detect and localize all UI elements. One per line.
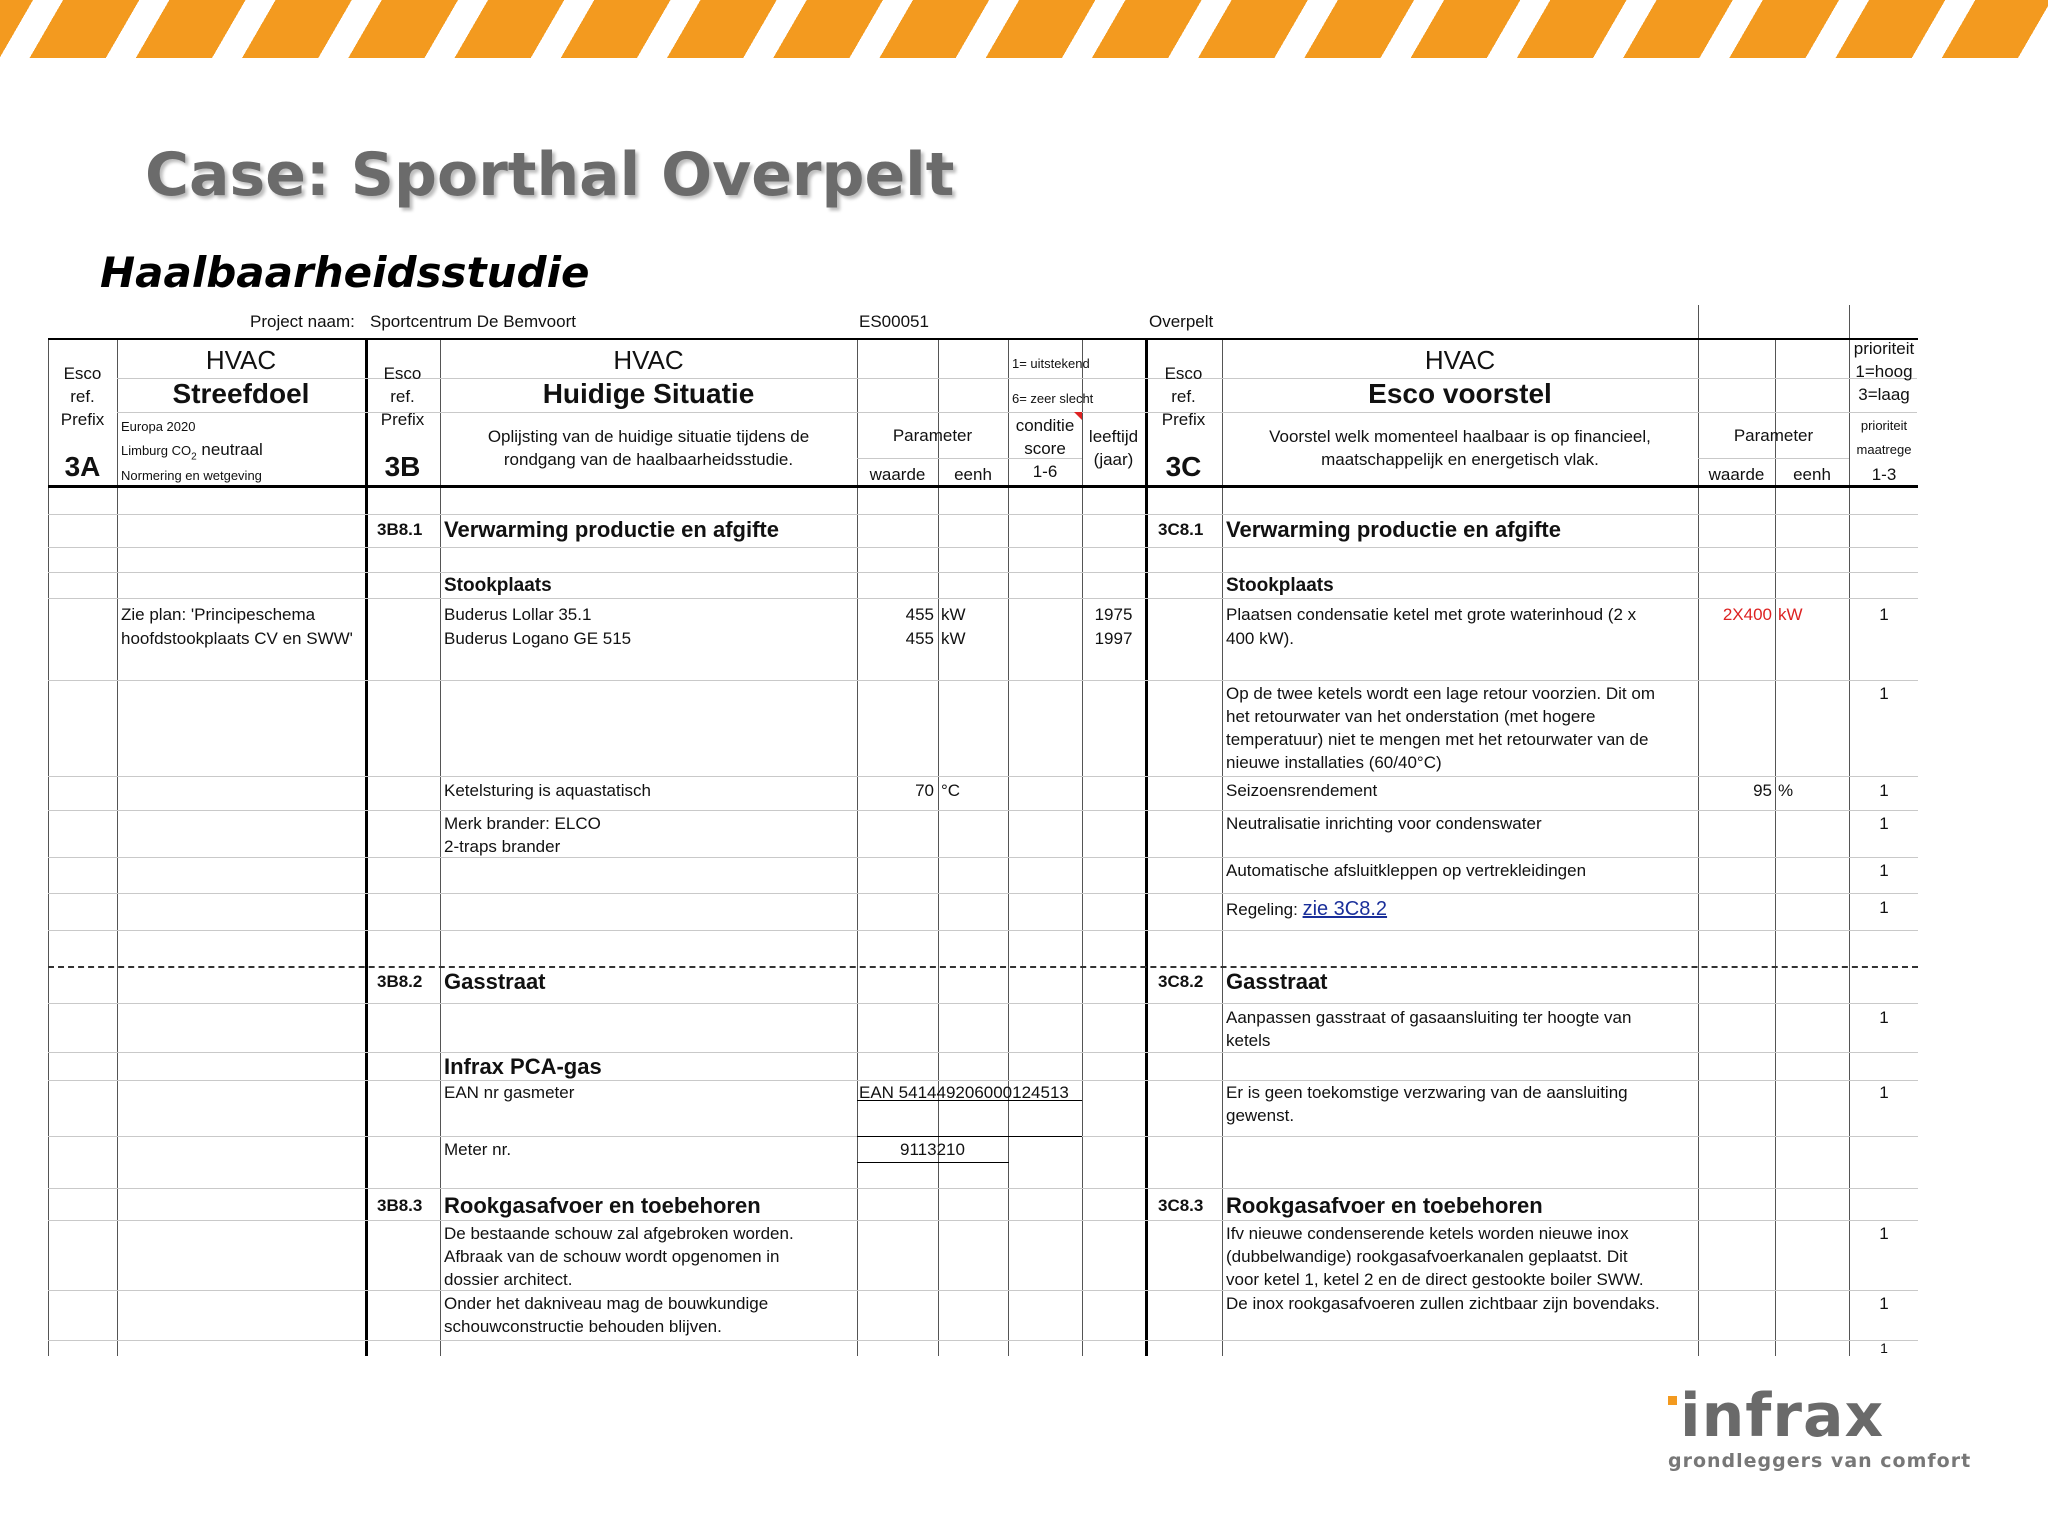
scale-legend: 1= uitstekend (1012, 356, 1090, 371)
age-header: (jaar) (1093, 450, 1134, 469)
condition-header: 1-6 (1032, 462, 1058, 481)
esco-ref-label: ref. (390, 387, 415, 406)
subsection-title: Stookplaats (444, 575, 552, 596)
project-code: ES00051 (859, 312, 929, 331)
condition-header: conditie (1015, 416, 1075, 435)
row-line (48, 857, 1918, 858)
row-line (48, 1003, 1918, 1004)
boiler-value: 455 (905, 605, 934, 624)
section-title: Gasstraat (1226, 969, 1328, 994)
eenh-header: eenh (1793, 465, 1831, 484)
hvac-label: HVAC (205, 345, 277, 375)
proposal-text: Op de twee ketels wordt een lage retour voorzien. Dit om (1226, 684, 1655, 703)
row-line (48, 598, 1918, 599)
priority-value: 1 (1879, 1224, 1889, 1243)
row-line (48, 1220, 1918, 1221)
esco-ref-label: Prefix (60, 410, 105, 429)
proposal-value: 95 (1753, 781, 1772, 800)
section-ref: 3B8.2 (377, 972, 423, 991)
proposal-text: Aanpassen gasstraat of gasaansluiting ter hoogte van (1226, 1008, 1632, 1027)
boiler-name: Buderus Logano GE 515 (444, 629, 632, 648)
subsection-title: Stookplaats (1226, 575, 1334, 596)
row-line (48, 1188, 1918, 1189)
proposal-text: Regeling: zie 3C8.2 (1226, 898, 1388, 920)
ean-box-line (857, 1136, 1082, 1137)
project-location: Overpelt (1149, 312, 1214, 331)
section-title: Verwarming productie en afgifte (444, 517, 779, 542)
col-title-huidige-situatie: Huidige Situatie (542, 378, 755, 409)
boiler-year: 1997 (1094, 629, 1133, 648)
row-line (48, 1340, 1918, 1341)
current-text: EAN nr gasmeter (444, 1083, 575, 1102)
col-description: rondgang van de haalbaarheidsstudie. (503, 450, 794, 469)
infrax-logo (1668, 1381, 1972, 1472)
boiler-name: Buderus Lollar 35.1 (444, 605, 592, 624)
waarde-header: waarde (1708, 465, 1765, 484)
section-divider (1145, 338, 1148, 1356)
section-title: Gasstraat (444, 969, 546, 994)
regeling-link[interactable]: zie 3C8.2 (1302, 898, 1388, 920)
current-text: Meter nr. (444, 1140, 512, 1159)
proposal-text: Plaatsen condensatie ketel met grote waterinhoud (2 x (1226, 605, 1637, 624)
priority-header: 1-3 (1871, 465, 1897, 484)
boiler-value: 455 (905, 629, 934, 648)
boiler-year: 1975 (1094, 605, 1133, 624)
row-line (48, 572, 1918, 573)
project-label: Project naam: (250, 312, 355, 331)
priority-header: prioriteit (1860, 418, 1908, 433)
col-line (938, 340, 939, 1356)
row-line (48, 893, 1918, 894)
priority-value: 1 (1879, 684, 1889, 703)
proposal-unit: % (1778, 781, 1794, 800)
proposal-text: Seizoensrendement (1226, 781, 1378, 800)
proposal-unit: kW (1778, 605, 1803, 624)
current-text: dossier architect. (444, 1270, 573, 1289)
proposal-text: 400 kW). (1226, 629, 1295, 648)
condition-header: score (1024, 439, 1066, 458)
current-text: Onder het dakniveau mag de bouwkundige (444, 1294, 769, 1313)
parameter-header: Parameter (892, 426, 973, 445)
proposal-text: Automatische afsluitkleppen op vertrekleidingen (1226, 861, 1587, 880)
esco-ref-label: Esco (1164, 364, 1203, 383)
current-text: 2-traps brander (444, 837, 561, 856)
priority-value: 1 (1879, 1008, 1889, 1027)
scale-legend: 6= zeer slecht (1012, 391, 1094, 406)
priority-value: 1 (1879, 1294, 1889, 1313)
current-value: 70 (915, 781, 934, 800)
section-title: Rookgasafvoer en toebehoren (444, 1193, 761, 1218)
priority-header: 3=laag (1858, 385, 1910, 404)
col-line (1222, 340, 1223, 1356)
target-line: Limburg $CO_2$ neutraal (121, 440, 263, 463)
col-line (440, 340, 441, 1356)
col-line (117, 340, 118, 1356)
section-ref: 3C8.1 (1158, 520, 1204, 539)
col-line (1775, 340, 1776, 1356)
priority-value: 1 (1879, 605, 1889, 624)
current-unit: °C (941, 781, 961, 800)
header-top-line (48, 338, 1918, 340)
hvac-label: HVAC (613, 345, 684, 375)
logo-tagline: grondleggers van comfort (1668, 1450, 1972, 1472)
col-line (1008, 340, 1009, 1356)
proposal-text: temperatuur) niet te mengen met het retourwater van de (1226, 730, 1649, 749)
current-text: Merk brander: ELCO (444, 814, 601, 833)
row-line (1698, 458, 1849, 459)
section-title: Rookgasafvoer en toebehoren (1226, 1193, 1543, 1218)
esco-ref-label: Esco (63, 364, 102, 383)
row-line (48, 810, 1918, 811)
current-text: De bestaande schouw zal afgebroken worden. (444, 1224, 794, 1243)
col-description: Voorstel welk momenteel haalbaar is op financieel, (1269, 427, 1651, 446)
col-line (857, 340, 858, 1356)
priority-value: 1 (1879, 861, 1889, 880)
priority-value: 1 (1879, 814, 1889, 833)
esco-ref-label: Prefix (1161, 410, 1206, 429)
age-header: leeftijd (1088, 427, 1139, 446)
priority-value: 1 (1879, 898, 1889, 917)
proposal-value: 2X400 (1722, 605, 1772, 624)
section-ref: 3C8.2 (1158, 972, 1204, 991)
col-line (1082, 340, 1083, 1356)
proposal-text: Ifv nieuwe condenserende ketels worden nieuwe inox (1226, 1224, 1629, 1243)
logo-accent-dot (1668, 1396, 1677, 1405)
target-line: Europa 2020 (121, 419, 196, 434)
proposal-text: Er is geen toekomstige verzwaring van de aansluiting (1226, 1083, 1628, 1102)
comment-marker (1074, 412, 1082, 420)
priority-header: 1=hoog (1855, 362, 1913, 381)
hvac-label: HVAC (1424, 345, 1496, 375)
section-ref: 3B8.3 (377, 1196, 423, 1215)
esco-ref-label: Prefix (380, 410, 425, 429)
section-ref: 3B8.1 (377, 520, 423, 539)
current-text: Ketelsturing is aquastatisch (444, 781, 651, 800)
col-description: Oplijsting van de huidige situatie tijdens de (487, 427, 810, 446)
proposal-text: ketels (1226, 1031, 1271, 1050)
priority-header: maatrege (1856, 442, 1912, 457)
priority-header: prioriteit (1853, 339, 1915, 358)
page-subtitle: Haalbaarheidsstudie (100, 248, 590, 297)
proposal-text: gewenst. (1226, 1106, 1295, 1125)
proposal-text: (dubbelwandige) rookgasafvoerkanalen geplaatst. Dit (1226, 1247, 1628, 1266)
current-text: Afbraak van de schouw wordt opgenomen in (444, 1247, 780, 1266)
proposal-text: Neutralisatie inrichting voor condenswater (1226, 814, 1542, 833)
proposal-text: voor ketel 1, ketel 2 en de direct gestookte boiler SWW. (1226, 1270, 1644, 1289)
project-name: Sportcentrum De Bemvoort (370, 312, 576, 331)
row-line (48, 1052, 1918, 1053)
proposal-text: nieuwe installaties (60/40°C) (1226, 753, 1442, 772)
section-ref: 3C8.3 (1158, 1196, 1204, 1215)
section-divider (365, 338, 368, 1356)
col-title-streefdoel: Streefdoel (172, 378, 310, 409)
col-line (48, 340, 49, 1356)
prefix-3c: 3C (1165, 451, 1202, 482)
waarde-header: waarde (869, 465, 926, 484)
esco-ref-label: Esco (383, 364, 422, 383)
prefix-3b: 3B (384, 451, 421, 482)
subsection-title: Infrax PCA-gas (444, 1054, 602, 1079)
target-line: Normering en wetgeving (121, 468, 262, 483)
section-title: Verwarming productie en afgifte (1226, 517, 1561, 542)
page-title: Case: Sporthal Overpelt (145, 140, 955, 210)
proposal-text: De inox rookgasafvoeren zullen zichtbaar zijn bovendaks. (1226, 1294, 1660, 1313)
ean-value: EAN 541449206000124513 (859, 1083, 1069, 1102)
note-line: hoofdstookplaats CV en SWW' (121, 629, 353, 648)
row-line (48, 930, 1918, 931)
row-line (48, 514, 1918, 515)
meter-value: 9113210 (900, 1140, 965, 1159)
row-line (48, 680, 1918, 681)
boiler-unit: kW (941, 605, 966, 624)
esco-ref-label: ref. (1171, 387, 1196, 406)
current-text: schouwconstructie behouden blijven. (444, 1317, 722, 1336)
prefix-3a: 3A (64, 451, 101, 482)
boiler-unit: kW (941, 629, 966, 648)
note-line: Zie plan: 'Principeschema (121, 605, 316, 624)
priority-value: 1 (1880, 1340, 1888, 1356)
meter-box-line (857, 1162, 1009, 1163)
proposal-text: het retourwater van het onderstation (met hogere (1226, 707, 1596, 726)
dashed-separator (48, 966, 1918, 968)
row-line (48, 776, 1918, 777)
esco-ref-label: ref. (70, 387, 95, 406)
col-description: maatschappelijk en energetisch vlak. (1321, 450, 1599, 469)
parameter-header: Parameter (1733, 426, 1814, 445)
row-line (48, 547, 1918, 548)
priority-value: 1 (1879, 781, 1889, 800)
col-title-esco-voorstel: Esco voorstel (1368, 378, 1552, 409)
priority-value: 1 (1879, 1083, 1889, 1102)
logo-wordmark: infrax (1680, 1381, 1885, 1451)
eenh-header: eenh (954, 465, 992, 484)
